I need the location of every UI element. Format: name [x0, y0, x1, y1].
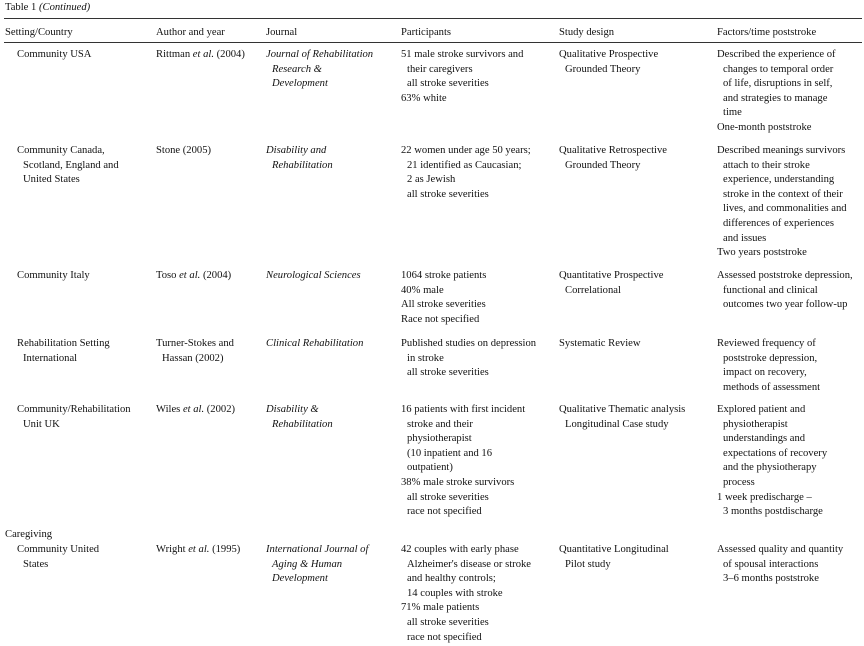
cell-design: Quantitative Prospective Correlational — [559, 270, 664, 296]
table-continued-note: (Continued) — [38, 2, 91, 13]
cell-factors: Described the experience of changes to temporal order of life, disruptions in self, and strategies to manage time One-month poststroke — [717, 49, 836, 133]
cell-factors: Reviewed frequency of poststroke depression, impact on recovery, methods of assessment — [717, 338, 821, 393]
cell-design: Systematic Review — [559, 338, 641, 349]
section-heading-caregiving: Caregiving — [5, 529, 53, 540]
header-participants: Participants — [401, 27, 452, 38]
cell-participants: 22 women under age 50 years; 21 identified as Caucasian; 2 as Jewish all stroke severities — [401, 145, 531, 200]
cell-factors: Assessed poststroke depression, functional and clinical outcomes two year follow-up — [717, 270, 853, 311]
cell-journal: Disability & Rehabilitation — [266, 404, 333, 430]
cell-setting: Community/Rehabilitation Unit UK — [17, 404, 131, 430]
table-top-rule — [4, 18, 862, 19]
cell-journal: International Journal of Aging & Human Development — [266, 544, 369, 585]
cell-journal: Journal of Rehabilitation Research & Development — [266, 49, 374, 90]
cell-journal: Clinical Rehabilitation — [266, 338, 364, 349]
cell-participants: 51 male stroke survivors and their caregivers all stroke severities 63% white — [401, 49, 524, 104]
cell-setting: Rehabilitation Setting International — [17, 338, 110, 364]
header-journal: Journal — [266, 27, 298, 38]
cell-participants: Published studies on depression in stroke all stroke severities — [401, 338, 537, 379]
cell-design: Quantitative Longitudinal Pilot study — [559, 544, 669, 570]
cell-setting: Community Italy — [17, 270, 90, 281]
cell-participants: 42 couples with early phase Alzheimer's disease or stroke and healthy controls; 14 couples with stroke 71% male patients all stroke severities race not specified — [401, 544, 531, 643]
cell-setting: Community Canada, Scotland, England and United States — [17, 145, 119, 186]
cell-factors: Explored patient and physiotherapist understandings and expectations of recovery and the physiotherapy process 1 week predischarge – 3 months postdischarge — [717, 404, 828, 518]
cell-factors: Assessed quality and quantity of spousal interactions 3–6 months poststroke — [717, 544, 844, 585]
cell-author: Rittman et al. (2004) — [156, 49, 245, 60]
table-label: Table 1 — [5, 2, 37, 13]
cell-participants: 16 patients with first incident stroke and their physiotherapist (10 inpatient and 16 outpatient) 38% male stroke survivors all stroke severities race not specified — [401, 404, 526, 518]
cell-journal: Neurological Sciences — [266, 270, 361, 281]
header-author: Author and year — [156, 27, 225, 38]
cell-participants: 1064 stroke patients 40% male All stroke severities Race not specified — [401, 270, 487, 325]
cell-setting: Community USA — [17, 49, 92, 60]
header-rule — [4, 42, 862, 43]
cell-author: Wright et al. (1995) — [156, 544, 241, 555]
header-factors: Factors/time poststroke — [717, 27, 817, 38]
cell-journal: Disability and Rehabilitation — [266, 145, 333, 171]
cell-design: Qualitative Prospective Grounded Theory — [559, 49, 659, 75]
header-setting: Setting/Country — [5, 27, 73, 38]
cell-author: Turner-Stokes and Hassan (2002) — [156, 338, 234, 364]
table-caption — [5, 1, 90, 16]
cell-design: Qualitative Retrospective Grounded Theory — [559, 145, 667, 171]
cell-author: Wiles et al. (2002) — [156, 404, 236, 415]
header-design: Study design — [559, 27, 615, 38]
cell-author: Toso et al. (2004) — [156, 270, 232, 281]
cell-setting: Community United States — [17, 544, 100, 570]
cell-author: Stone (2005) — [156, 145, 212, 156]
cell-factors: Described meanings survivors attach to their stroke experience, understanding stroke in the context of their lives, and commonalities and differences of experiences and issues Two years poststroke — [717, 145, 847, 259]
cell-design: Qualitative Thematic analysis Longitudinal Case study — [559, 404, 686, 430]
